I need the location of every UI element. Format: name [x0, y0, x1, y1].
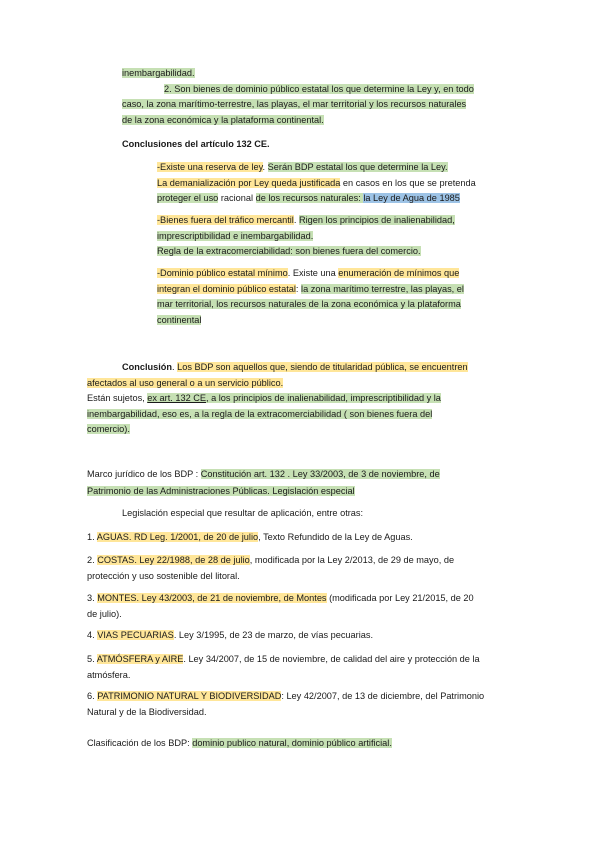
- conclusion-item-2: [157, 213, 455, 260]
- law-text: . Ley 3/1995, de 23 de marzo, de vías pecuarias.: [173, 630, 373, 640]
- law-text: de julio).: [87, 608, 122, 619]
- conclusiones-heading: Conclusiones del artículo 132 CE.: [122, 139, 270, 149]
- plain-text: racional: [218, 193, 256, 203]
- law-number: 5.: [87, 654, 97, 664]
- law-number: 6.: [87, 691, 98, 701]
- text-line: 2. Son bienes de dominio público estatal los que determine la Ley y, en todo: [164, 83, 474, 94]
- law-item-2: [87, 553, 454, 584]
- highlight-text: -Bienes fuera del tráfico mercantil: [157, 215, 294, 225]
- law-number: 4.: [87, 630, 98, 640]
- text-line: inembargabilidad.: [122, 68, 195, 78]
- marco-juridico: [87, 466, 440, 500]
- law-number: 1.: [87, 532, 97, 542]
- highlight-text: La demanialización por Ley queda justificada: [157, 177, 341, 188]
- highlight-text: continental: [157, 314, 202, 325]
- highlight-text: ex art. 132 CE: [147, 393, 206, 403]
- conclusion-label: Conclusión: [122, 362, 173, 372]
- legislacion-intro: Legislación especial que resultar de aplicación, entre otras:: [122, 508, 364, 518]
- highlight-text: -Dominio público estatal mínimo: [157, 268, 288, 278]
- law-text: . Ley 34/2007, de 15 de noviembre, de calidad del aire y protección de la: [183, 654, 480, 664]
- law-item-4: [87, 628, 373, 644]
- conclusion-item-3: [157, 266, 464, 328]
- highlight-text: Rigen los principios de inalienabilidad,: [298, 215, 455, 225]
- highlight-text: afectados al uso general o a un servicio público.: [87, 377, 284, 388]
- highlight-text: la zona marítimo terrestre, las playas, el: [301, 283, 464, 294]
- plain-text: .: [293, 215, 299, 225]
- plain-text: .: [262, 162, 268, 172]
- law-text: : Ley 42/2007, de 13 de diciembre, del Patrimonio: [281, 691, 485, 701]
- law-item-6: [87, 689, 484, 720]
- law-item-1: [87, 530, 413, 546]
- law-text: , Texto Refundido de la Ley de Aguas.: [258, 532, 413, 542]
- text-line: caso, la zona marítimo-terrestre, las playas, el mar territorial y los recursos naturales: [122, 99, 467, 109]
- clasificacion-label: Clasificación de los BDP:: [87, 738, 193, 748]
- conclusion-paragraph: [87, 360, 468, 438]
- highlight-text: inembargabilidad, eso es, a la regla de la extracomerciabilidad ( son bienes fuera del: [87, 408, 433, 419]
- law-item-3: [87, 591, 474, 622]
- conclusion-item-1: [157, 160, 476, 207]
- highlight-text: Serán BDP estatal los que determine la Ley.: [267, 162, 448, 172]
- law-text: atmósfera.: [87, 669, 131, 680]
- law-text: Natural y de la Biodiversidad.: [87, 706, 207, 717]
- plain-text: :: [295, 283, 302, 294]
- highlight-text: -Existe una reserva de ley: [157, 162, 263, 172]
- highlight-text: Los BDP son aquellos que, siendo de titularidad pública, se encuentren: [177, 362, 468, 372]
- law-text: protección y uso sostenible del litoral.: [87, 570, 240, 581]
- highlight-text: integran el dominio público estatal: [157, 283, 296, 294]
- law-text: , modificada por la Ley 2/2013, de 29 de mayo, de: [249, 555, 455, 565]
- plain-text: .: [172, 362, 178, 372]
- marco-label: Marco jurídico de los BDP :: [87, 469, 201, 479]
- highlight-text: Patrimonio de las Administraciones Públicas. Legislación especial: [87, 486, 355, 496]
- plain-text: Están sujetos,: [87, 393, 148, 403]
- highlight-text: proteger el uso: [157, 193, 219, 203]
- highlight-text: , a los principios de inalienabilidad, imprescriptibilidad y la: [206, 393, 441, 403]
- highlight-text: de los recursos naturales:: [255, 193, 364, 203]
- clasificacion: [87, 735, 392, 752]
- law-number: 3.: [87, 593, 98, 603]
- law-highlight: AGUAS. RD Leg. 1/2001, de 20 de julio: [96, 532, 259, 542]
- text-line: de la zona económica y la plataforma continental.: [122, 114, 324, 125]
- highlight-text: comercio).: [87, 424, 130, 434]
- law-item-5: [87, 652, 480, 683]
- highlight-text: Constitución art. 132 . Ley 33/2003, de 3 de noviembre, de: [200, 469, 440, 479]
- highlight-text: mar territorial, los recursos naturales de la zona económica y la plataforma: [157, 299, 461, 309]
- plain-text: . Existe una: [287, 268, 339, 278]
- section-article-text: [122, 66, 474, 128]
- law-highlight: VIAS PECUARIAS: [97, 630, 174, 640]
- highlight-text: dominio publico natural, dominio público artificial.: [192, 738, 392, 748]
- law-number: 2.: [87, 555, 98, 565]
- law-highlight: MONTES. Ley 43/2003, de 21 de noviembre, de Montes: [97, 593, 327, 603]
- highlight-text: imprescriptibilidad e inembargabilidad.: [157, 230, 314, 241]
- law-highlight: PATRIMONIO NATURAL Y BIODIVERSIDAD: [97, 691, 282, 701]
- plain-text: en casos en los que se pretenda: [340, 177, 476, 188]
- highlight-text: enumeración de mínimos que: [338, 268, 460, 278]
- law-highlight: COSTAS. Ley 22/1988, de 28 de julio: [97, 555, 250, 565]
- law-highlight: ATMÓSFERA y AIRE: [96, 654, 184, 664]
- law-text: (modificada por Ley 21/2015, de 20: [326, 593, 474, 603]
- highlight-text: Regla de la extracomerciabilidad: son bienes fuera del comercio.: [157, 246, 421, 256]
- highlight-text: la Ley de Agua de 1985: [363, 193, 460, 203]
